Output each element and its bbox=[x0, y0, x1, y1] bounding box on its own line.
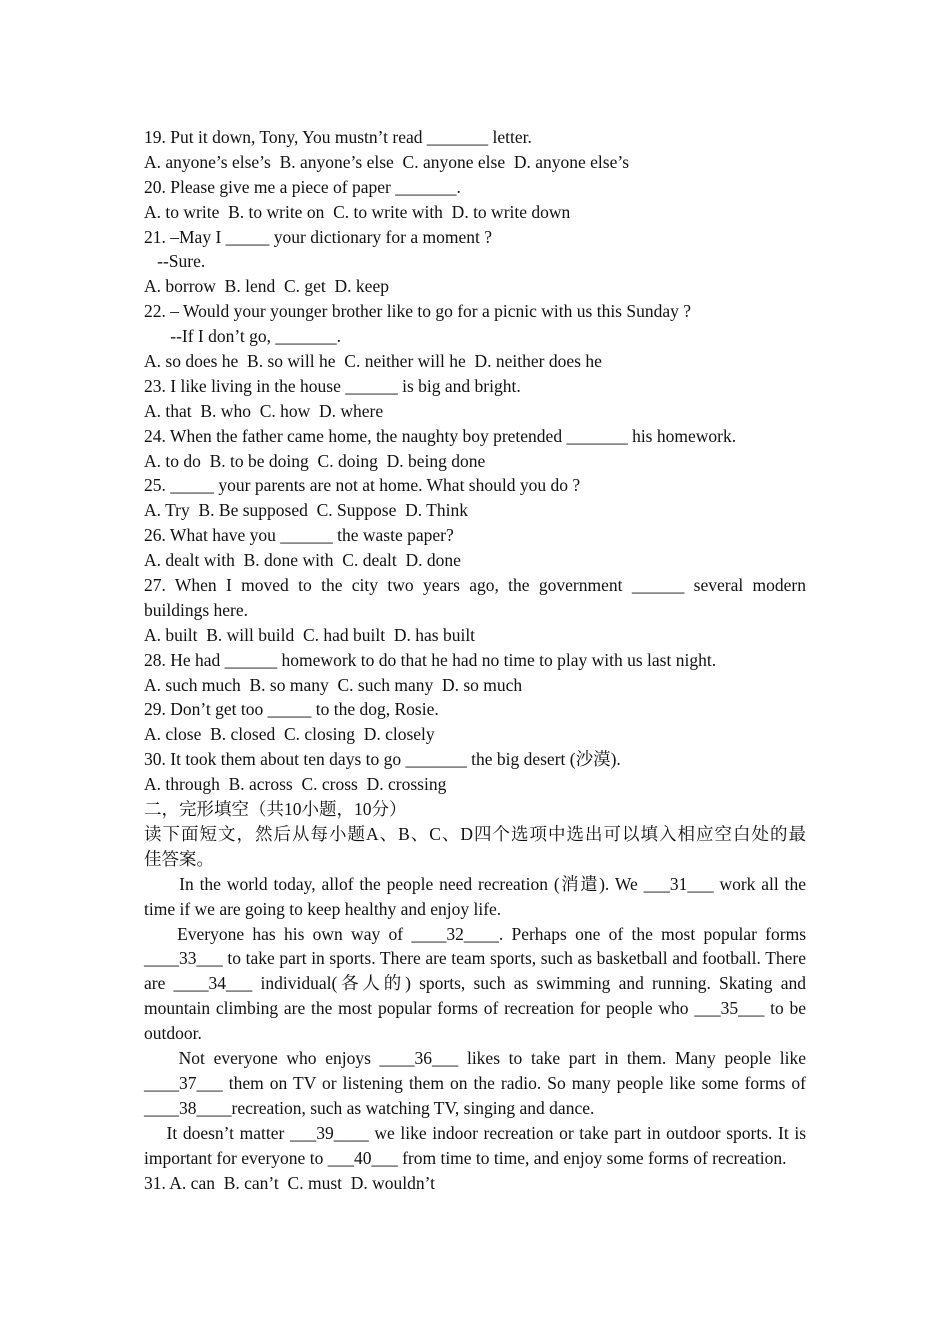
question-28: 28. He had ______ homework to do that he had no time to play with us last night. bbox=[144, 649, 717, 670]
section-instructions-cont: 佳答案。 bbox=[144, 848, 214, 869]
question-27: 27. When I moved to the city two years ago, the government ______ several modern bbox=[144, 575, 806, 596]
question-29: 29. Don’t get too _____ to the dog, Rosie. bbox=[144, 699, 439, 720]
question-21-reply: --Sure. bbox=[144, 251, 206, 272]
options-26: A. dealt with B. done with C. dealt D. done bbox=[144, 550, 461, 571]
passage-paragraph-4: It doesn’t matter ___39____ we like indoor recreation or take part in outdoor sports. It is important for everyone to ___40___ from time to time, and enjoy some forms of recreation. bbox=[144, 1122, 811, 1168]
options-19: A. anyone’s else’s B. anyone’s else C. anyone else D. anyone else’s bbox=[144, 151, 630, 172]
question-22-reply: --If I don’t go, _______. bbox=[144, 326, 342, 347]
options-23: A. that B. who C. how D. where bbox=[144, 400, 384, 421]
question-26: 26. What have you ______ the waste paper? bbox=[144, 525, 454, 546]
options-28: A. such much B. so many C. such many D. so much bbox=[144, 674, 523, 695]
options-24: A. to do B. to be doing C. doing D. being done bbox=[144, 450, 486, 471]
question-25: 25. _____ your parents are not at home. What should you do ? bbox=[144, 475, 581, 496]
options-21: A. borrow B. lend C. get D. keep bbox=[144, 276, 389, 297]
document-page bbox=[144, 125, 811, 1195]
options-22: A. so does he B. so will he C. neither will he D. neither does he bbox=[144, 351, 602, 372]
section-heading: 二，完形填空（共10小题，10分） bbox=[144, 799, 407, 820]
passage-paragraph-3: Not everyone who enjoys ____36___ likes to take part in them. Many people like ____37___ them on TV or listening them on the radio. So many people like some forms of ____38____recreation, such as watching TV, singing and dance. bbox=[144, 1048, 811, 1118]
options-31: 31. A. can B. can’t C. must D. wouldn’t bbox=[144, 1172, 436, 1193]
options-25: A. Try B. Be supposed C. Suppose D. Think bbox=[144, 500, 468, 521]
passage-paragraph-2: Everyone has his own way of ____32____. Perhaps one of the most popular forms ____33___ to take part in sports. There are team sports, such as basketball and football. There are ____34___ individual(各人的) sports, such as swimming and running. Skating and mountain climbing are the most popular forms of recreation for people who ___35___ to be outdoor. bbox=[144, 923, 811, 1044]
section-instructions: 读下面短文，然后从每小题A、B、C、D四个选项中选出可以填入相应空白处的最 bbox=[144, 823, 806, 844]
question-20: 20. Please give me a piece of paper _______. bbox=[144, 176, 461, 197]
question-19: 19. Put it down, Tony, You mustn’t read _______ letter. bbox=[144, 127, 532, 147]
options-30: A. through B. across C. cross D. crossing bbox=[144, 774, 447, 795]
options-27: A. built B. will build C. had built D. has built bbox=[144, 624, 476, 645]
question-24: 24. When the father came home, the naughty boy pretended _______ his homework. bbox=[144, 425, 737, 446]
options-29: A. close B. closed C. closing D. closely bbox=[144, 724, 435, 745]
question-30: 30. It took them about ten days to go _______ the big desert (沙漠). bbox=[144, 749, 621, 770]
question-22: 22. – Would your younger brother like to go for a picnic with us this Sunday ? bbox=[144, 301, 692, 322]
question-27-cont: buildings here. bbox=[144, 599, 249, 620]
options-20: A. to write B. to write on C. to write with D. to write down bbox=[144, 201, 571, 222]
passage-paragraph-1: In the world today, allof the people need recreation (消遣). We ___31___ work all the time if we are going to keep healthy and enjoy life. bbox=[144, 873, 811, 919]
question-23: 23. I like living in the house ______ is big and bright. bbox=[144, 375, 521, 396]
question-21: 21. –May I _____ your dictionary for a moment ? bbox=[144, 226, 492, 247]
